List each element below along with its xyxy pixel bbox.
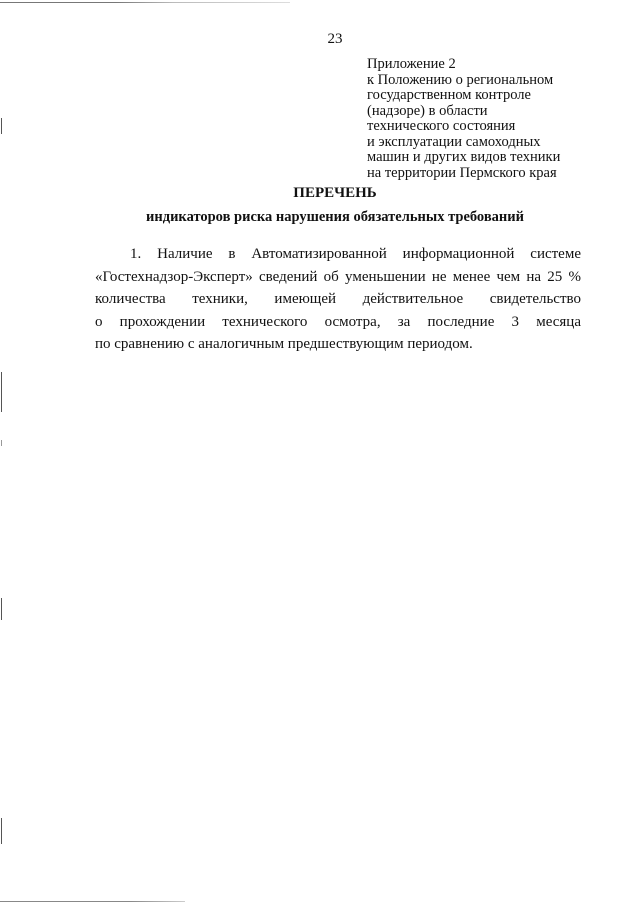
scan-edge-line-top: [0, 2, 290, 3]
appendix-line: и эксплуатации самоходных: [367, 133, 541, 150]
appendix-line: к Положению о региональном: [367, 71, 554, 88]
appendix-line: на территории Пермского края: [367, 164, 557, 181]
appendix-line: Приложение 2: [367, 56, 456, 72]
scan-edge-line-bottom: [0, 901, 185, 902]
appendix-line: государственном контроле: [367, 87, 531, 103]
appendix-line: технического состояния: [367, 118, 516, 134]
appendix-line: машин и других видов техники: [367, 149, 561, 165]
paragraph-line: по сравнению с аналогичным предшествующим периодом.: [95, 336, 473, 352]
paragraph-line: о прохождении технического осмотра, за последние 3 месяца: [95, 313, 581, 330]
document-title: ПЕРЕЧЕНЬ: [293, 185, 377, 201]
paragraph-line: 1. Наличие в Автоматизированной информационной системе: [130, 246, 581, 262]
appendix-header: [367, 57, 632, 181]
scan-edge-mark: [1, 440, 2, 446]
paragraph-line: «Гостехнадзор-Эксперт» сведений об уменьшении не менее чем на 25 %: [95, 268, 581, 285]
paragraph-line: количества техники, имеющей действительное свидетельство: [95, 291, 581, 307]
appendix-line: (надзоре) в области: [367, 102, 488, 119]
scan-edge-mark: [1, 598, 2, 620]
scan-edge-mark: [1, 118, 2, 134]
page-number: 23: [327, 31, 343, 47]
indicator-paragraph: [95, 243, 581, 356]
document-subtitle: индикаторов риска нарушения обязательных требований: [146, 209, 524, 225]
scan-edge-mark: [1, 818, 2, 844]
scan-edge-mark: [1, 372, 2, 412]
